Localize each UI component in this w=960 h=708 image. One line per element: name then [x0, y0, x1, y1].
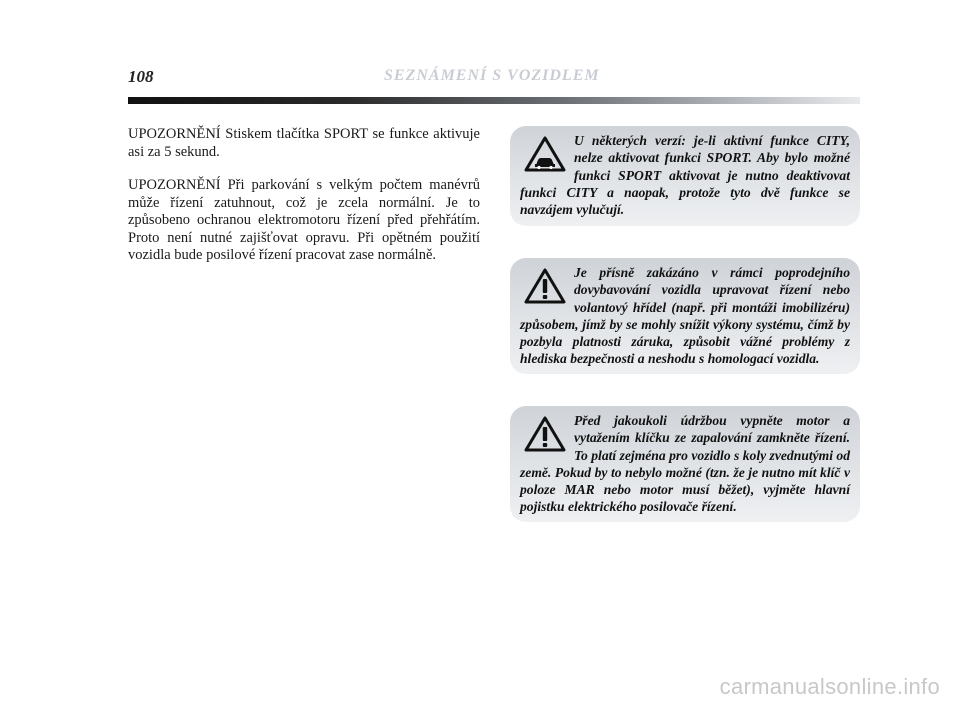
- watermark: carmanualsonline.info: [719, 674, 940, 699]
- notice-paragraph: UPOZORNĚNÍ Při parkování s velkým počtem manévrů může řízení zatuhnout, což je zcela normální. Je to způsobeno ochranou elektromotoru řízení před přehřátím. Proto není nutné zajišťovat opravu. Při opětném použití vozidla bude posilové řízení pracovat zase normálně.: [128, 177, 480, 263]
- section-title: SEZNÁMENÍ S VOZIDLEM: [384, 67, 600, 84]
- note-text: Je přísně zakázáno v rámci poprodejního dovybavování vozidla upravovat řízení nebo volantový hřídel (např. při montáži imobilizéru) způsobem, jímž by se mohly snížit výkony systému, čímž by pozbyla platnosti záruka, způsobit vážné problémy z hlediska bezpečnosti a neshodu s homologací vozidla.: [520, 265, 850, 367]
- header-rule: [128, 97, 860, 104]
- note-box-maintenance: [510, 406, 860, 522]
- notice-paragraph: UPOZORNĚNÍ Stiskem tlačítka SPORT se funkce aktivuje asi za 5 sekund.: [128, 126, 480, 160]
- left-column: [128, 126, 480, 281]
- page-number: 108: [128, 67, 154, 86]
- note-text: U některých verzí: je-li aktivní funkce CITY, nelze aktivovat funkci SPORT. Aby bylo možné funkci SPORT aktivovat je nutno deaktivovat funkci CITY a naopak, protože tyto dvě funkce se navzájem vylučují.: [520, 133, 850, 218]
- note-box-steering-modification: [510, 258, 860, 374]
- warning-icon: [524, 416, 566, 452]
- note-box-city-sport: [510, 126, 860, 226]
- car-note-icon: [524, 136, 566, 172]
- note-text: Před jakoukoli údržbou vypněte motor a vytažením klíčku ze zapalování zamkněte řízení. To platí zejména pro vozidlo s koly zvednutými od země. Pokud by to nebylo možné (tzn. že je nutno mít klíč v poloze MAR nebo motor musí běžet), vyjměte hlavní pojistku elektrického posilovače řízení.: [520, 413, 850, 515]
- warning-icon: [524, 268, 566, 304]
